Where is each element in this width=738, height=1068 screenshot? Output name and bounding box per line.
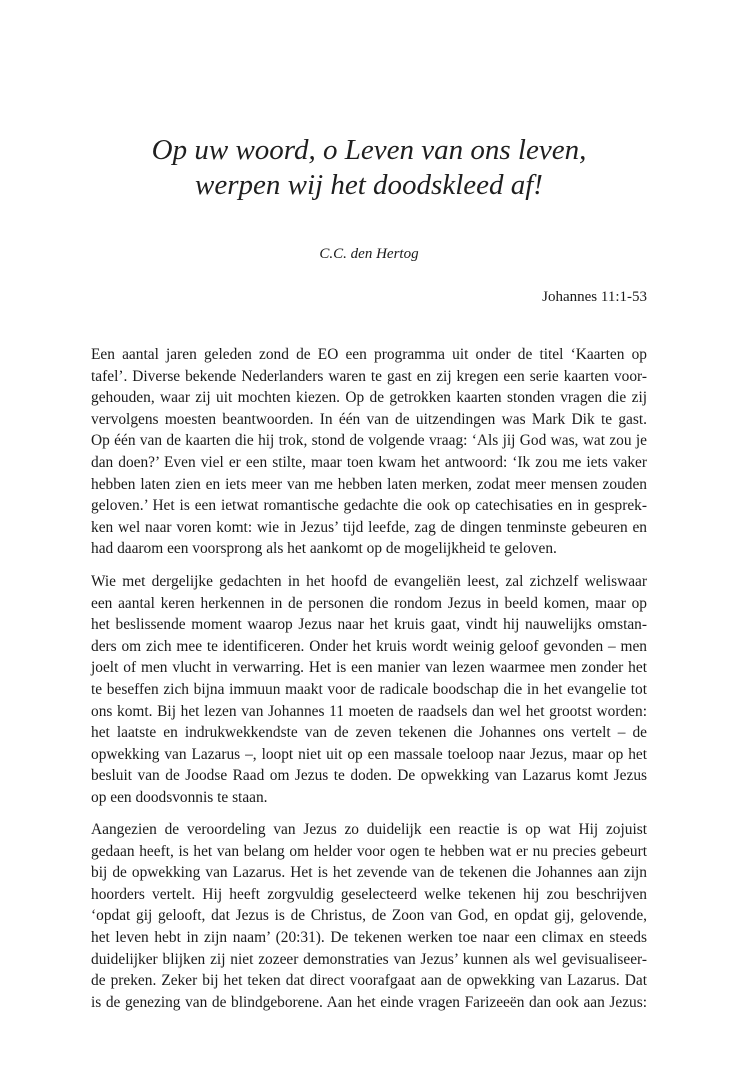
text-line: ders om zich mee te identificeren. Onder het kruis wordt weinig geloof gevonden – men bbox=[91, 637, 647, 655]
text-line: besluit van de Joodse Raad om Jezus te doden. De opwekking van Lazarus komt Jezus bbox=[91, 767, 647, 785]
text-line: bij de opwekking van Lazarus. Het is het zevende van de tekenen die Johannes aan zijn bbox=[91, 864, 647, 882]
title-line: werpen wij het doodskleed af! bbox=[195, 169, 543, 201]
text-line: op een doodsvonnis te staan. bbox=[91, 788, 268, 806]
bible-reference: Johannes 11:1-53 bbox=[542, 289, 647, 305]
text-line: gedaan heeft, is het van belang om helder voor ogen te hebben wat er nu precies gebeurt bbox=[91, 842, 647, 860]
chapter-title bbox=[0, 133, 738, 203]
text-line: Een aantal jaren geleden zond de EO een programma uit onder de titel ‘Kaarten op bbox=[91, 346, 647, 363]
paragraph-3 bbox=[91, 819, 647, 1013]
text-line: geloven.’ Het is een ietwat romantische gedachte die ook op catechisaties en in gesprek- bbox=[91, 497, 647, 515]
text-line: Wie met dergelijke gedachten in het hoofd de evangeliën leest, zal zichzelf weliswaar bbox=[91, 573, 647, 590]
text-line: gehouden, waar zij uit mochten kiezen. Op de getrokken kaarten stonden vragen die zij bbox=[91, 389, 647, 407]
text-line: een aantal keren herkennen in de personen die rondom Jezus in beeld komen, maar op bbox=[91, 594, 647, 612]
text-line: is de genezing van de blindgeborene. Aan het einde vragen Farizeeën dan ook aan Jezus: bbox=[91, 993, 647, 1011]
paragraph-1 bbox=[91, 344, 647, 560]
text-line: had daarom een voorsprong als het aankomt op de mogelijkheid te geloven. bbox=[91, 540, 557, 558]
paragraph-2 bbox=[91, 571, 647, 809]
text-line: Aangezien de veroordeling van Jezus zo duidelijk een reactie is op wat Hij zojuist bbox=[91, 821, 647, 838]
text-line: Op één van de kaarten die hij trok, stond de volgende vraag: ‘Als jij God was, wat zou je bbox=[91, 432, 647, 450]
text-line: hebben laten zien en iets meer van me hebben laten merken, zodat meer mensen zouden bbox=[91, 475, 647, 493]
text-line: duidelijker blijken zij niet zozeer demonstraties van Jezus’ kunnen als wel gevisualiseer- bbox=[91, 950, 647, 968]
text-line: ken wel naar voren komt: wie in Jezus’ tijd leefde, zag de dingen tenminste gebeuren en bbox=[91, 518, 647, 536]
text-line: vervolgens moesten beantwoorden. In één van de uitzendingen was Mark Dik te gast. bbox=[91, 410, 647, 428]
text-line: dan doen?’ Even viel er een stilte, maar toen kwam het antwoord: ‘Ik zou me iets vaker bbox=[91, 453, 647, 471]
text-line: het leven hebt in zijn naam’ (20:31). De tekenen werken toe naar een climax en steeds bbox=[91, 928, 647, 946]
text-line: tafel’. Diverse bekende Nederlanders waren te gast en zij kregen een serie kaarten voor- bbox=[91, 367, 647, 385]
text-line: opwekking van Lazarus –, loopt niet uit op een massale toeloop naar Jezus, maar op het bbox=[91, 745, 647, 763]
text-line: joelt of men vlucht in verwarring. Het is een manier van lezen waarmee men zonder het bbox=[91, 659, 647, 677]
text-line: hoorders vertelt. Hij heeft zorgvuldig geselecteerd welke tekenen hij zou beschrijven bbox=[91, 885, 647, 903]
text-line: de preken. Zeker bij het teken dat direct voorafgaat aan de opwekking van Lazarus. Dat bbox=[91, 972, 647, 990]
author-name: C.C. den Hertog bbox=[319, 246, 419, 262]
text-line: ‘opdat gij gelooft, dat Jezus is de Christus, de Zoon van God, en opdat gij, gelovende, bbox=[91, 907, 647, 925]
text-line: het laatste en indrukwekkendste van de zeven tekenen die Johannes ons vertelt – de bbox=[91, 724, 647, 742]
text-line: het beslissende moment waarop Jezus naar het kruis gaat, vindt hij nauwelijks omstan- bbox=[91, 616, 647, 634]
text-line: te beseffen zich bijna immuun maakt voor de radicale boodschap die in het evangelie tot bbox=[91, 680, 647, 698]
text-line: ons komt. Bij het lezen van Johannes 11 moeten de raadsels dan wel het grootst worden: bbox=[91, 702, 647, 720]
title-line: Op uw woord, o Leven van ons leven, bbox=[151, 134, 587, 166]
